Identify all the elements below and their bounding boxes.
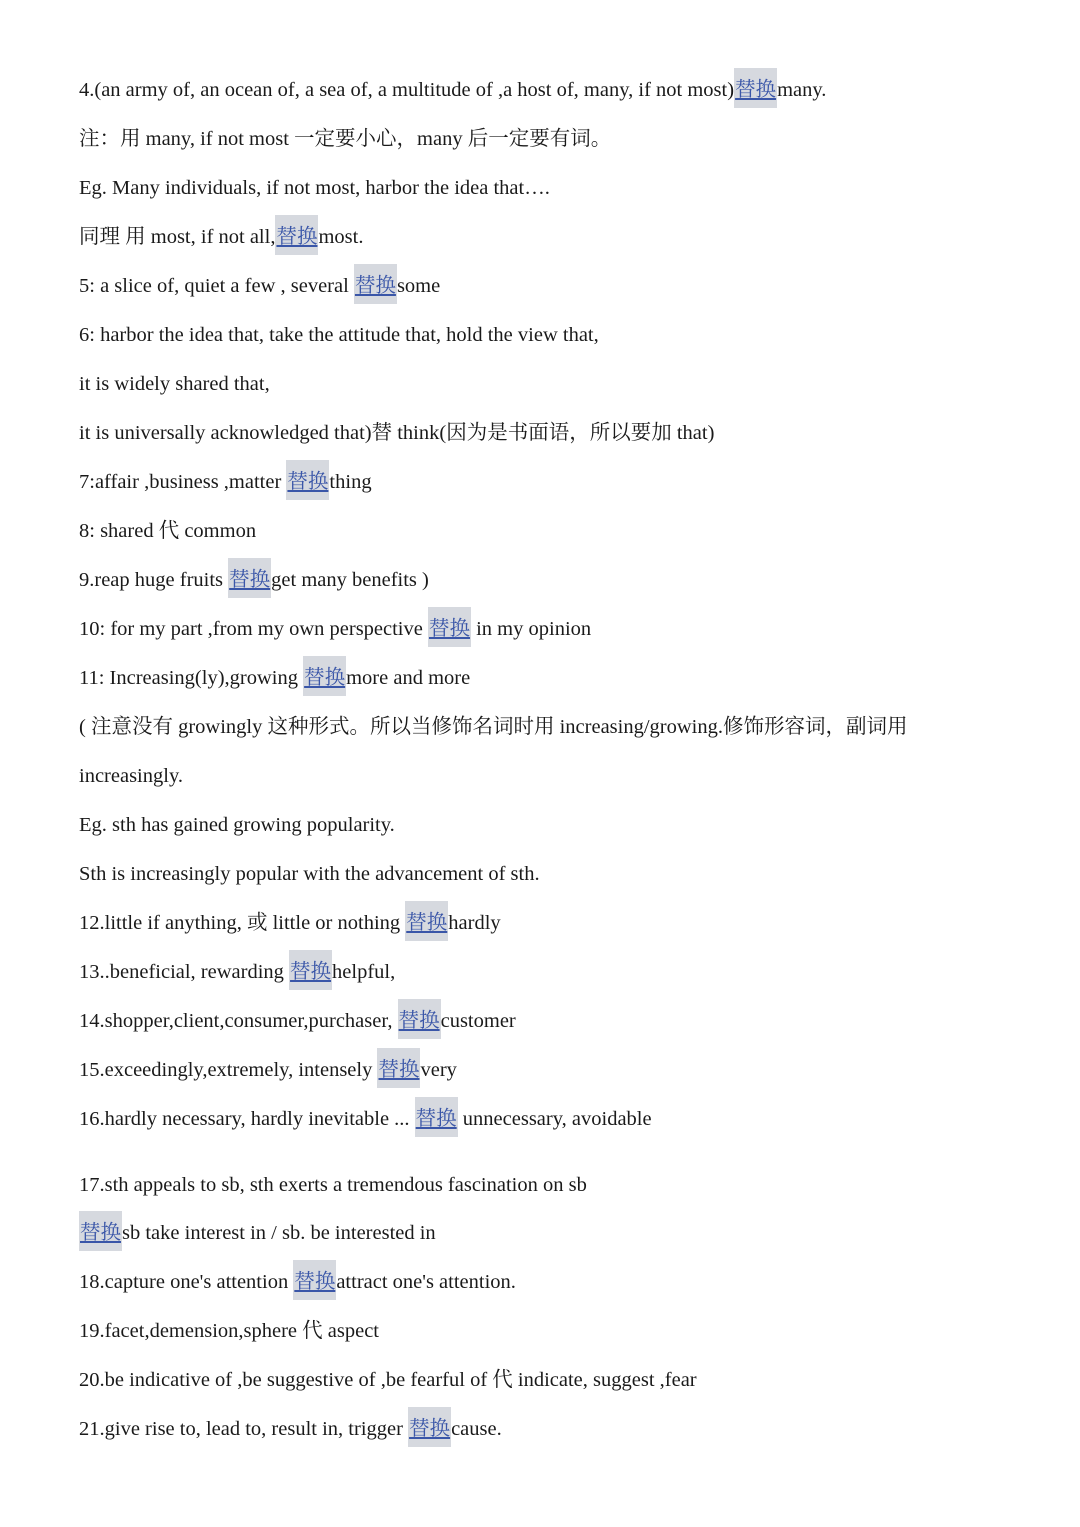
replace-tag: 替换 bbox=[405, 901, 448, 941]
document-line bbox=[79, 906, 501, 940]
replace-tag: 替换 bbox=[275, 215, 318, 255]
line-text: 12.little if anything, 或 little or nothing bbox=[79, 912, 406, 934]
replace-tag: 替换 bbox=[293, 1260, 336, 1300]
document-line bbox=[79, 1004, 516, 1038]
line-text: some bbox=[396, 275, 441, 297]
document-line bbox=[79, 955, 395, 989]
line-text: 11: Increasing(ly),growing bbox=[79, 667, 304, 689]
line-text: 注：用 many, if not most 一定要小心，many 后一定要有词。 bbox=[79, 128, 612, 150]
document-line bbox=[79, 710, 908, 744]
line-text: it is widely shared that, bbox=[79, 373, 270, 395]
line-text: 21.give rise to, lead to, result in, trigger bbox=[79, 1418, 409, 1440]
document-line bbox=[79, 1053, 457, 1087]
replace-tag: 替换 bbox=[734, 68, 777, 108]
document-line bbox=[79, 808, 395, 842]
document-line bbox=[79, 73, 826, 107]
document-line bbox=[79, 171, 550, 205]
replace-tag: 替换 bbox=[354, 264, 397, 304]
line-text: ( 注意没有 growingly 这种形式。所以当修饰名词时用 increasing/growing.修饰形容词，副词用 bbox=[79, 716, 908, 738]
document-line bbox=[79, 1216, 436, 1250]
document-line bbox=[79, 661, 470, 695]
line-text: thing bbox=[329, 471, 372, 493]
replace-tag: 替换 bbox=[228, 558, 271, 598]
document-line bbox=[79, 514, 256, 548]
line-text: 20.be indicative of ,be suggestive of ,be fearful of 代 indicate, suggest ,fear bbox=[79, 1369, 697, 1391]
line-text: 17.sth appeals to sb, sth exerts a tremendous fascination on sb bbox=[79, 1174, 587, 1196]
line-text: 同理 用 most, if not all, bbox=[79, 226, 276, 248]
document-line bbox=[79, 416, 714, 450]
document-line bbox=[79, 318, 599, 352]
line-text: 4.(an army of, an ocean of, a sea of, a multitude of ,a host of, many, if not most) bbox=[79, 79, 735, 101]
line-text: very bbox=[420, 1059, 457, 1081]
replace-tag: 替换 bbox=[415, 1097, 458, 1137]
replace-tag: 替换 bbox=[286, 460, 329, 500]
line-text: 19.facet,demension,sphere 代 aspect bbox=[79, 1320, 379, 1342]
document-line bbox=[79, 563, 429, 597]
replace-tag: 替换 bbox=[79, 1211, 122, 1251]
line-text: 9.reap huge fruits bbox=[79, 569, 229, 591]
line-text: customer bbox=[440, 1010, 516, 1032]
line-text: sb take interest in / sb. be interested in bbox=[122, 1222, 436, 1244]
document-line bbox=[79, 269, 440, 303]
line-text: helpful, bbox=[332, 961, 396, 983]
document-line bbox=[79, 465, 372, 499]
line-text: 8: shared 代 common bbox=[79, 520, 257, 542]
document-line bbox=[79, 1168, 587, 1202]
replace-tag: 替换 bbox=[408, 1407, 451, 1447]
line-text: 13..beneficial, rewarding bbox=[79, 961, 290, 983]
line-text: Eg. sth has gained growing popularity. bbox=[79, 814, 395, 836]
document-line bbox=[79, 220, 363, 254]
document-line bbox=[79, 367, 270, 401]
replace-tag: 替换 bbox=[303, 656, 346, 696]
document-line bbox=[79, 759, 183, 793]
line-text: 16.hardly necessary, hardly inevitable ... bbox=[79, 1108, 415, 1130]
line-text: many. bbox=[777, 79, 827, 101]
replace-tag: 替换 bbox=[428, 607, 471, 647]
line-text: Sth is increasingly popular with the advancement of sth. bbox=[79, 863, 540, 885]
line-text: unnecessary, avoidable bbox=[457, 1108, 652, 1130]
line-text: 7:affair ,business ,matter bbox=[79, 471, 287, 493]
line-text: Eg. Many individuals, if not most, harbor the idea that…. bbox=[79, 177, 550, 199]
line-text: it is universally acknowledged that)替 think(因为是书面语，所以要加 that) bbox=[79, 422, 715, 444]
line-text: more and more bbox=[346, 667, 471, 689]
line-text: cause. bbox=[451, 1418, 502, 1440]
line-text: 18.capture one's attention bbox=[79, 1271, 294, 1293]
replace-tag: 替换 bbox=[289, 950, 332, 990]
document-line bbox=[79, 1412, 502, 1446]
document-line bbox=[79, 122, 611, 156]
line-text: increasingly. bbox=[79, 765, 183, 787]
document-line bbox=[79, 857, 540, 891]
replace-tag: 替换 bbox=[398, 999, 441, 1039]
line-text: hardly bbox=[448, 912, 501, 934]
line-text: in my opinion bbox=[470, 618, 592, 640]
line-text: most. bbox=[318, 226, 364, 248]
document-line bbox=[79, 1102, 652, 1136]
line-text: attract one's attention. bbox=[336, 1271, 516, 1293]
line-text: 5: a slice of, quiet a few , several bbox=[79, 275, 354, 297]
document-line bbox=[79, 1265, 516, 1299]
document-line bbox=[79, 1314, 379, 1348]
line-text: get many benefits ) bbox=[271, 569, 429, 591]
line-text: 15.exceedingly,extremely, intensely bbox=[79, 1059, 378, 1081]
line-text: 6: harbor the idea that, take the attitude that, hold the view that, bbox=[79, 324, 599, 346]
line-text: 14.shopper,client,consumer,purchaser, bbox=[79, 1010, 398, 1032]
document-line bbox=[79, 1363, 697, 1397]
document-line bbox=[79, 612, 591, 646]
replace-tag: 替换 bbox=[377, 1048, 420, 1088]
line-text: 10: for my part ,from my own perspective bbox=[79, 618, 428, 640]
